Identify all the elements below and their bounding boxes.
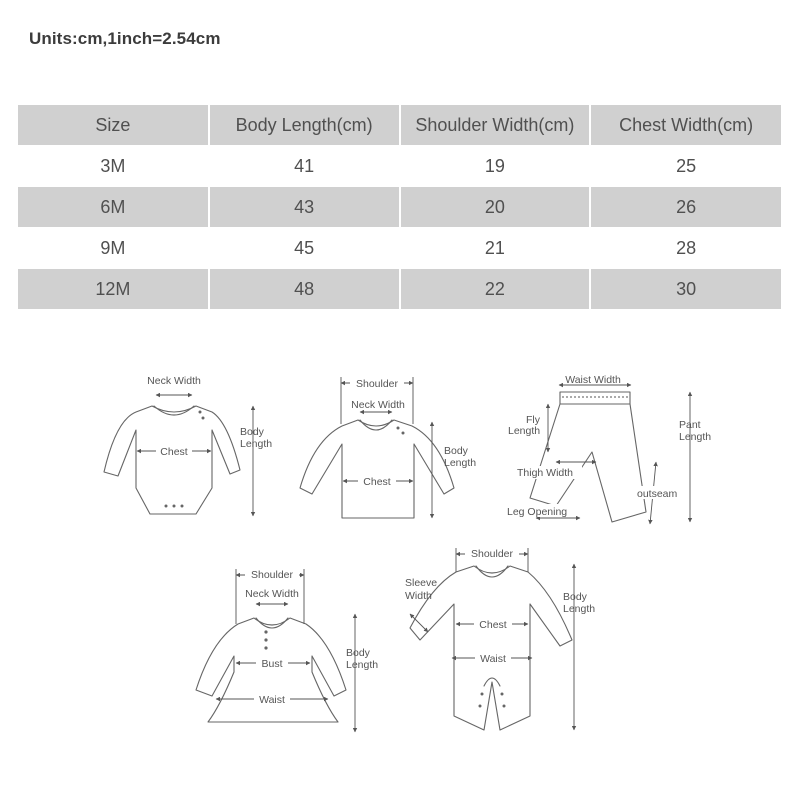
shirt-collar xyxy=(360,420,392,430)
shoulder-label: Shoulder xyxy=(470,548,514,560)
body-length-label-1: Body xyxy=(563,591,587,603)
body-length-label-2: Length xyxy=(240,438,273,450)
waist-label: Waist xyxy=(480,653,506,665)
body-length-label-2: Length xyxy=(444,457,477,469)
bust-label: Bust xyxy=(261,658,283,670)
bodysuit-collar xyxy=(154,406,194,415)
romper-outline xyxy=(410,566,572,730)
cell-shoulder-width: 20 xyxy=(400,187,591,228)
button-icon xyxy=(264,630,267,633)
cell-chest-width: 28 xyxy=(590,228,781,269)
outseam-label: outseam xyxy=(637,488,678,500)
button-icon xyxy=(264,646,267,649)
cell-shoulder-width: 22 xyxy=(400,269,591,310)
fly-length-label-1: Fly xyxy=(526,414,540,426)
leg-opening-label: Leg Opening xyxy=(507,506,568,518)
chest-label: Chest xyxy=(160,446,188,458)
table-header-row xyxy=(18,105,781,146)
cell-body-length: 48 xyxy=(209,269,400,310)
button-icon xyxy=(202,417,205,420)
fly-length-label-2: Length xyxy=(508,425,541,437)
header-body-length: Body Length(cm) xyxy=(209,105,400,146)
body-length-label-1: Body xyxy=(240,426,264,438)
bodysuit-outline xyxy=(104,406,240,514)
pants-diagram xyxy=(506,374,711,524)
neck-width-label: Neck Width xyxy=(147,375,201,387)
table-row xyxy=(18,187,781,228)
measurement-diagrams xyxy=(0,360,800,760)
cell-shoulder-width: 19 xyxy=(400,146,591,187)
table-row xyxy=(18,228,781,269)
chest-label: Chest xyxy=(363,476,391,488)
size-chart-table xyxy=(18,105,781,310)
cell-chest-width: 26 xyxy=(590,187,781,228)
romper-collar xyxy=(476,566,508,577)
button-icon xyxy=(264,638,267,641)
button-icon xyxy=(402,432,405,435)
header-shoulder-width: Shoulder Width(cm) xyxy=(400,105,591,146)
button-icon xyxy=(397,427,400,430)
cell-body-length: 43 xyxy=(209,187,400,228)
chest-label: Chest xyxy=(479,619,507,631)
snap-icon xyxy=(481,693,484,696)
bodysuit-diagram xyxy=(104,375,272,516)
cell-body-length: 41 xyxy=(209,146,400,187)
romper-diagram xyxy=(405,547,595,730)
header-chest-width: Chest Width(cm) xyxy=(590,105,781,146)
neck-width-label: Neck Width xyxy=(351,399,405,411)
body-length-label-2: Length xyxy=(346,659,379,671)
shirt-outline xyxy=(300,420,454,518)
table-row xyxy=(18,146,781,187)
snap-icon xyxy=(501,693,504,696)
header-size: Size xyxy=(18,105,209,146)
table-row xyxy=(18,269,781,310)
body-length-label-1: Body xyxy=(346,647,370,659)
shoulder-label: Shoulder xyxy=(250,569,294,581)
body-length-label-2: Length xyxy=(563,603,596,615)
dress-diagram xyxy=(196,568,378,732)
snap-icon xyxy=(479,705,482,708)
cell-size: 9M xyxy=(18,228,209,269)
dress-outline xyxy=(196,618,346,722)
snap-icon xyxy=(181,505,184,508)
button-icon xyxy=(199,411,202,414)
snap-icon xyxy=(173,505,176,508)
pant-length-label-1: Pant xyxy=(679,419,701,431)
pants-outline xyxy=(530,392,646,522)
shoulder-label: Shoulder xyxy=(355,378,399,390)
snap-icon xyxy=(165,505,168,508)
snap-icon xyxy=(503,705,506,708)
cell-size: 3M xyxy=(18,146,209,187)
units-note: Units:cm,1inch=2.54cm xyxy=(29,29,221,48)
cell-body-length: 45 xyxy=(209,228,400,269)
neck-width-label: Neck Width xyxy=(245,588,299,600)
shirt-diagram xyxy=(300,377,476,518)
pant-length-label-2: Length xyxy=(679,431,712,443)
cell-shoulder-width: 21 xyxy=(400,228,591,269)
dress-collar xyxy=(256,618,288,628)
cell-size: 6M xyxy=(18,187,209,228)
waist-label: Waist xyxy=(259,694,285,706)
measurement-diagrams-svg xyxy=(0,360,800,760)
cell-chest-width: 30 xyxy=(590,269,781,310)
sleeve-width-label-1: Sleeve xyxy=(405,577,438,589)
body-length-label-1: Body xyxy=(444,445,468,457)
waist-width-label: Waist Width xyxy=(565,374,621,386)
cell-size: 12M xyxy=(18,269,209,310)
thigh-width-label: Thigh Width xyxy=(517,467,574,479)
cell-chest-width: 25 xyxy=(590,146,781,187)
sleeve-width-label-2: Width xyxy=(405,590,432,602)
